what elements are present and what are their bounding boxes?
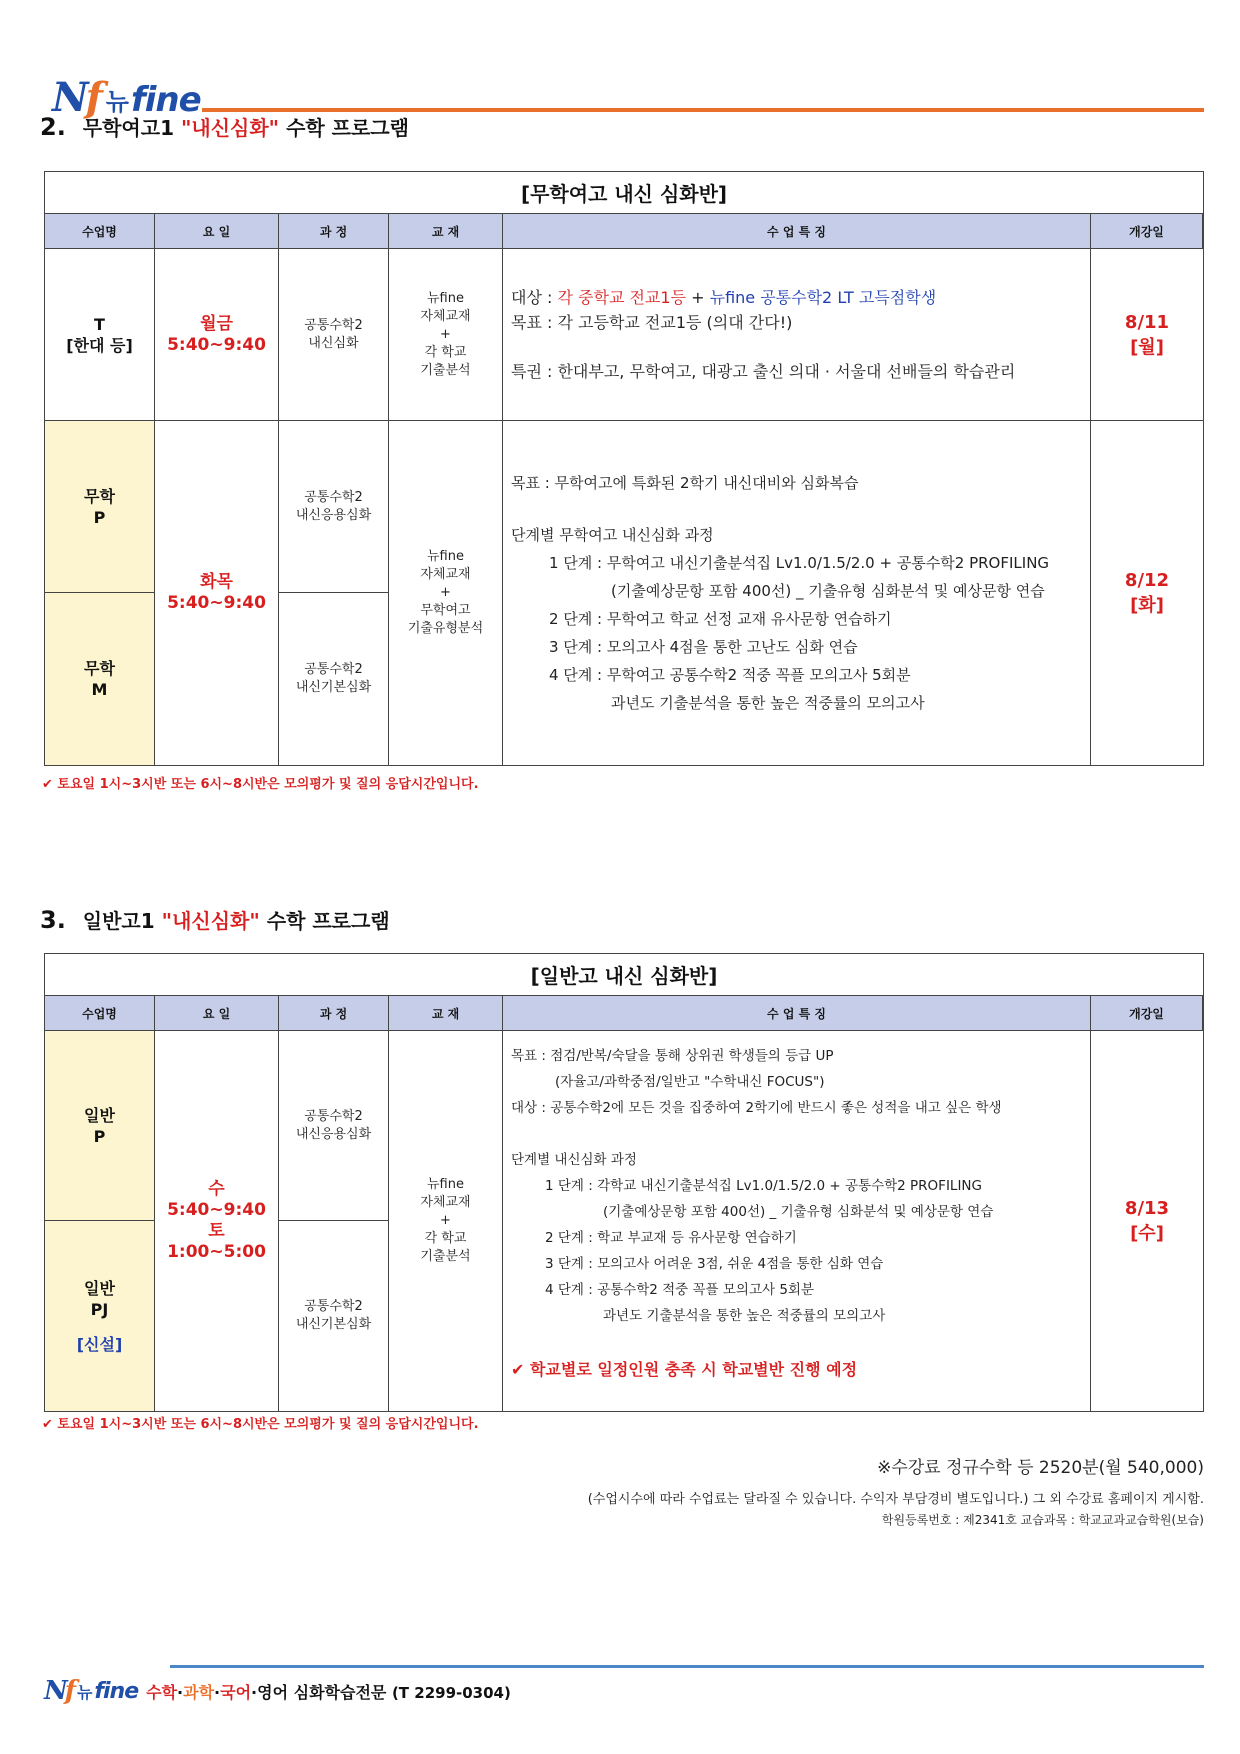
class-name-cell: T [한대 등]: [45, 249, 155, 421]
feature-note: ✔ 학교별로 일정인원 충족 시 학교별반 진행 예정: [511, 1360, 858, 1379]
section2-title: [40, 112, 409, 141]
header-open-date: 개강일: [1091, 996, 1203, 1031]
header-open-date: 개강일: [1091, 214, 1203, 249]
footer-logo-mark: Nf: [44, 1676, 73, 1706]
footer-tagline: 수학·과학·국어·영어 심화학습전문 (T 2299-0304): [146, 1683, 511, 1702]
class-name-cell: 무학 M: [45, 593, 155, 765]
header-day: 요 일: [155, 996, 279, 1031]
material-cell: 뉴fine 자체교재 + 각 학교 기출분석: [389, 249, 503, 421]
section2-number: 2.: [40, 113, 66, 141]
logo-ko: 뉴: [105, 88, 129, 116]
logo-en: fine: [130, 80, 201, 120]
section3-suffix: 수학 프로그램: [266, 909, 390, 933]
course-cell: 공통수학2 내신응용심화: [279, 421, 389, 593]
section2-suffix: 수학 프로그램: [286, 116, 409, 140]
section3-highlight: "내신심화": [161, 909, 260, 933]
section3-prefix: 일반고1: [82, 909, 155, 933]
new-badge: [신설]: [76, 1334, 123, 1354]
footer-phone: (T 2299-0304): [391, 1684, 511, 1702]
course-cell: 공통수학2 내신심화: [279, 249, 389, 421]
header-class-name: 수업명: [45, 996, 155, 1031]
feature-cell: 목표 : 무학여고에 특화된 2학기 내신대비와 심화복습 단계별 무학여고 내신심화 과정 1 단계 : 무학여고 내신기출분석집 Lv1.0/1.5/2.0 + 공통수학2 PROFILING (기출예상문항 포함 400선) _ 기출유형 심화분석 및 예상문항 연습 2 단계 : 무학여고 학교 선정 교재 유사문항 연습하기 3 단계 : 모의고사 4점을 통한 고난도 심화 연습 4 단계 : 무학여고 공통수학2 적중 꼭플 모의고사 5회분 과년도 기출분석을 통한 높은 적중률의 모의고사: [503, 421, 1091, 765]
material-cell: 뉴fine 자체교재 + 각 학교 기출분석: [389, 1031, 503, 1411]
header-feature: 수 업 특 징: [503, 996, 1091, 1031]
page-footer: [44, 1666, 511, 1706]
header-material: 교 재: [389, 996, 503, 1031]
fee-line: ※수강료 정규수학 등 2520분(월 540,000): [877, 1458, 1204, 1478]
section3-note: ✔ 토요일 1시~3시반 또는 6시~8시반은 모의평가 및 질의 응답시간입니다.: [42, 1417, 479, 1432]
header-feature: 수 업 특 징: [503, 214, 1091, 249]
section2-prefix: 무학여고1: [82, 116, 174, 140]
feature-cell: 목표 : 점검/반복/숙달을 통해 상위권 학생들의 등급 UP (자율고/과학중점/일반고 "수학내신 FOCUS") 대상 : 공통수학2에 모든 것을 집중하여 2학기에 반드시 좋은 성적을 내고 싶은 학생 단계별 내신심화 과정 1 단계 : 각학교 내신기출분석집 Lv1.0/1.5/2.0 + 공통수학2 PROFILING (기출예상문항 포함 400선) _ 기출유형 심화분석 및 예상문항 연습 2 단계 : 학교 부교재 등 유사문항 연습하기 3 단계 : 모의고사 어려운 3점, 쉬운 4점을 통한 심화 연습 4 단계 : 공통수학2 적중 꼭플 모의고사 5회분 과년도 기출분석을 통한 높은 적중률의 모의고사 ✔ 학교별로 일정인원 충족 시 학교별반 진행 예정: [503, 1031, 1091, 1411]
section2-table: [44, 171, 1204, 766]
course-cell: 공통수학2 내신기본심화: [279, 593, 389, 765]
feature-privilege: 특권 : 한대부고, 무학여고, 대광고 출신 의대 · 서울대 선배들의 학습관리: [511, 362, 1016, 381]
course-cell: 공통수학2 내신응용심화: [279, 1031, 389, 1221]
class-name-cell: 일반 PJ [신설]: [45, 1221, 155, 1411]
day-cell: 화목 5:40~9:40: [155, 421, 279, 765]
class-name-cell: 일반 P: [45, 1031, 155, 1221]
section3-title: [40, 905, 390, 934]
feature-target: 대상 : 각 중학교 전교1등 + 뉴fine 공통수학2 LT 고득점학생: [511, 288, 937, 307]
section3-number: 3.: [40, 906, 66, 934]
class-name-cell: 무학 P: [45, 421, 155, 593]
footer-logo-ko: 뉴: [76, 1683, 93, 1702]
section3-table: [44, 953, 1204, 1412]
section2-highlight: "내신심화": [180, 116, 280, 140]
header-day: 요 일: [155, 214, 279, 249]
section2-note: ✔ 토요일 1시~3시반 또는 6시~8시반은 모의평가 및 질의 응답시간입니다.: [42, 777, 479, 792]
registration-info: 학원등록번호 : 제2341호 교습과목 : 학교교과교습학원(보습): [881, 1513, 1204, 1527]
feature-cell: [503, 249, 1091, 421]
table-title: [무학여고 내신 심화반]: [45, 172, 1203, 214]
header-class-name: 수업명: [45, 214, 155, 249]
footer-logo-en: fine: [94, 1679, 139, 1704]
header-course: 과 정: [279, 996, 389, 1031]
header-course: 과 정: [279, 214, 389, 249]
feature-goal: 목표 : 각 고등학교 전교1등 (의대 간다!): [511, 313, 793, 332]
material-cell: 뉴fine 자체교재 + 무학여고 기출유형분석: [389, 421, 503, 765]
open-date-cell: 8/13 [수]: [1124, 1198, 1170, 1244]
day-cell: 수 5:40~9:40 토 1:00~5:00: [155, 1031, 279, 1411]
table-title: [일반고 내신 심화반]: [45, 954, 1203, 996]
day-cell: 월금 5:40~9:40: [155, 249, 279, 421]
fee-notice: (수업시수에 따라 수업료는 달라질 수 있습니다. 수익자 부담경비 별도입니다.) 그 외 수강료 홈페이지 게시함.: [587, 1492, 1204, 1507]
header-material: 교 재: [389, 214, 503, 249]
open-date-cell: 8/12 [화]: [1124, 570, 1170, 616]
open-date-cell: 8/11 [월]: [1091, 249, 1203, 421]
logo-mark: Nf: [52, 74, 100, 121]
course-cell: 공통수학2 내신기본심화: [279, 1221, 389, 1411]
